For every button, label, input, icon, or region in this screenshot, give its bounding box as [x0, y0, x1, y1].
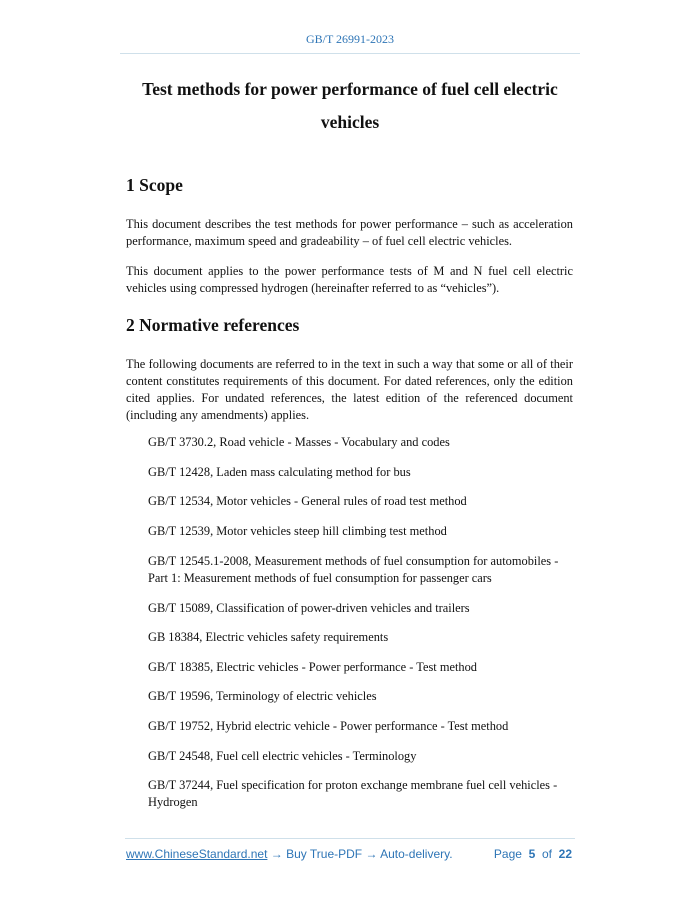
reference-item: GB/T 12539, Motor vehicles steep hill climbing test method — [148, 524, 447, 538]
title-line-1: Test methods for power performance of fuel cell electric — [142, 79, 558, 99]
page-footer — [126, 847, 572, 861]
reference-item: GB/T 12534, Motor vehicles - General rules of road test method — [148, 494, 467, 508]
page-of-label: of — [541, 847, 552, 861]
page-indicator — [494, 847, 572, 861]
reference-item: GB/T 19596, Terminology of electric vehicles — [148, 689, 377, 703]
reference-item: GB/T 12545.1-2008, Measurement methods of fuel consumption for automobiles - Part 1: Measurement methods of fuel consumption for passenger cars — [148, 554, 559, 585]
header-divider — [120, 53, 580, 54]
reference-item: GB/T 24548, Fuel cell electric vehicles - Terminology — [148, 749, 417, 763]
scope-paragraph-1: This document describes the test methods for power performance – such as acceleration performance, maximum speed and gradeability – of fuel cell electric vehicles. — [126, 217, 573, 248]
page-current: 5 — [528, 847, 536, 861]
normative-references-paragraph: The following documents are referred to in the text in such a way that some or all of their content constitutes requirements of this document. For dated references, only the edition cited applies. For undated references, the latest edition of the referenced document (including any amendments) applies. — [126, 357, 573, 422]
section-heading-normative-references: 2 Normative references — [126, 315, 300, 335]
reference-item: GB 18384, Electric vehicles safety requirements — [148, 630, 389, 644]
footer-tagline: → Buy True-PDF → Auto-delivery. — [267, 847, 453, 861]
footer-divider — [125, 838, 575, 839]
standard-code-header: GB/T 26991-2023 — [305, 32, 395, 46]
section-heading-scope: 1 Scope — [126, 175, 183, 195]
reference-item: GB/T 3730.2, Road vehicle - Masses - Vocabulary and codes — [148, 435, 450, 449]
scope-paragraph-2: This document applies to the power performance tests of M and N fuel cell electric vehicles using compressed hydrogen (hereinafter referred to as “vehicles”). — [126, 264, 573, 295]
reference-item: GB/T 19752, Hybrid electric vehicle - Power performance - Test method — [148, 719, 509, 733]
page-total: 22 — [558, 847, 572, 861]
reference-item: GB/T 18385, Electric vehicles - Power performance - Test method — [148, 660, 477, 674]
reference-item: GB/T 12428, Laden mass calculating method for bus — [148, 465, 411, 479]
document-title — [120, 73, 580, 139]
website-link[interactable]: www.ChineseStandard.net — [126, 847, 268, 861]
page-label: Page — [493, 847, 522, 861]
title-line-2: vehicles — [320, 112, 380, 132]
reference-item: GB/T 37244, Fuel specification for proton exchange membrane fuel cell vehicles - Hydrogen — [148, 778, 558, 809]
reference-item: GB/T 15089, Classification of power-driven vehicles and trailers — [148, 601, 470, 615]
